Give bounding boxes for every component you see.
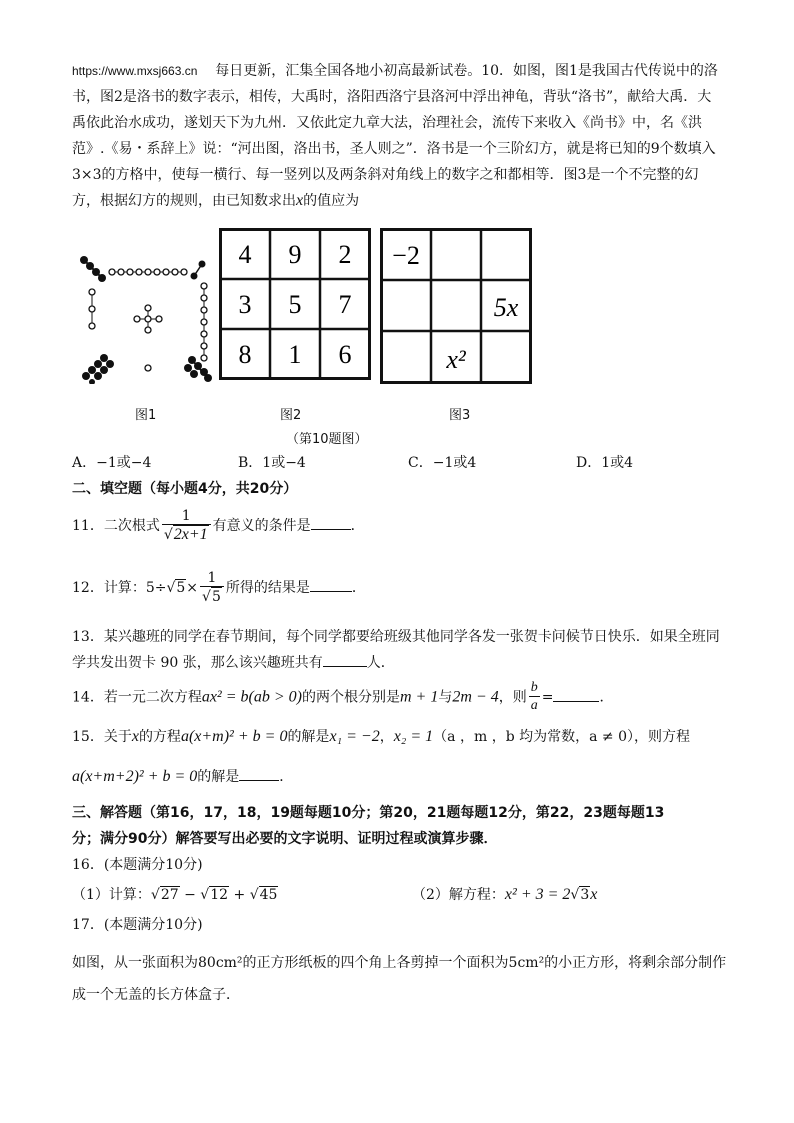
q16-p2-x: x <box>590 886 598 903</box>
grid3-cell: 5x <box>493 293 519 322</box>
grid2-cell: 2 <box>338 240 352 269</box>
q12-den: 5 <box>211 589 221 605</box>
question-17-line2: 成一个无盖的长方体盒子． <box>72 987 240 1003</box>
dots-group-8 <box>82 354 114 384</box>
header-lead: 每日更新，汇集全国各地小初高最新试卷。 <box>215 63 482 79</box>
q12-end: ． <box>351 580 366 596</box>
answer-blank-11[interactable] <box>311 515 351 530</box>
question-11 <box>72 508 365 544</box>
dots-group-9 <box>109 269 187 275</box>
q12-post: 所得的结果是 <box>225 580 310 596</box>
q16-p1-label: （1）计算： <box>72 887 151 903</box>
grid2-cell: 8 <box>238 340 252 369</box>
dots-group-6 <box>184 356 212 382</box>
q14-eq-sign: = <box>541 689 554 706</box>
q13-text: 学共发出贺卡 90 张，那么该兴趣班共有 <box>72 655 323 671</box>
q11-fraction: $\frac{1}{√2x+1}$ <box>162 508 211 544</box>
q16-sqrt-c: 45 <box>259 887 278 903</box>
q12-num: 1 <box>200 570 224 587</box>
q10-var: x <box>296 192 304 209</box>
q15-sol: 的解是 <box>287 729 330 745</box>
q15-pre: 15．关于 <box>72 729 132 745</box>
question-13-line1: 13．某兴趣班的同学在春节期间，每个同学都要给班级其他同学各发一张贺卡问候节日快乐．如果全班同 <box>72 629 720 645</box>
q15-condition: （a ，m ，b 均为常数，a ≠ 0），则方程 <box>433 729 690 745</box>
q14-den: a <box>530 698 538 713</box>
question-16-part2: （2）解方程：x² + 3 = 2√3x <box>412 886 598 903</box>
dots-group-4 <box>80 256 106 282</box>
q12-fraction: $\frac{1}{√5}$ <box>200 570 224 606</box>
q12-times: × <box>186 580 199 596</box>
q16-sqrt-a: 27 <box>160 887 179 903</box>
magic-square-2-svg <box>219 228 371 380</box>
figure-caption: （第10题图） <box>286 432 368 447</box>
answer-blank-14[interactable] <box>553 687 599 702</box>
source-url[interactable]: https://www.mxsj663.cn <box>72 64 198 78</box>
q16-p2-expr: x² + 3 = 2 <box>504 886 571 903</box>
question-10-text <box>72 58 724 214</box>
question-13-line2 <box>72 652 395 672</box>
question-16-part1: （1）计算：√27 − √12 + √45 <box>72 887 278 903</box>
q14-and: 与 <box>438 689 453 706</box>
q15-x1: x₁ = −2 <box>329 728 380 745</box>
q15-sol2: 的解是 <box>197 769 240 785</box>
q16-sqrt-b: 12 <box>210 887 229 903</box>
q16-p2-label: （2）解方程： <box>412 887 505 903</box>
q10-end: 的值应为 <box>303 193 360 209</box>
q14-pre: 14．若一元二次方程 <box>72 689 202 706</box>
luoshu-figure-1 <box>76 254 216 384</box>
grid2-cell: 9 <box>288 240 302 269</box>
grid2-cell: 5 <box>288 290 302 319</box>
q14-equation: ax² = b(ab > 0) <box>201 688 302 706</box>
q12-sqrt: 5 <box>176 580 186 596</box>
option-a[interactable]: A．−1或−4 <box>72 455 152 471</box>
q15-equation2: a(x+m+2)² + b = 0 <box>72 768 198 785</box>
figure-3-caption: 图3 <box>449 408 471 423</box>
section-3-title-line1: 三、解答题（第16，17，18，19题每题10分；第20，21题每题12分，第22，23题每题13 <box>72 805 665 821</box>
q14-root1: m + 1 <box>399 688 439 706</box>
q15-comma: ， <box>379 729 394 745</box>
q11-end: ． <box>350 518 365 534</box>
q11-den: 2x+1 <box>173 526 208 543</box>
q15-end: ． <box>279 769 294 785</box>
q14-fraction <box>529 680 540 715</box>
dots-group-3 <box>89 289 95 329</box>
grid2-cell: 6 <box>338 340 352 369</box>
grid2-cell: 4 <box>238 240 252 269</box>
q11-pre: 11．二次根式 <box>72 518 160 534</box>
q14-mid: 的两个根分别是 <box>301 689 400 706</box>
figure-1-caption: 图1 <box>135 408 157 423</box>
option-d[interactable]: D．1或4 <box>576 455 634 471</box>
q10-line1: 10．如图，图1是我国古代传说中的洛 <box>481 63 718 79</box>
dots-group-1 <box>145 365 151 371</box>
q15-equation1: a(x+m)² + b = 0 <box>180 728 288 745</box>
dots-group-2 <box>191 261 206 280</box>
dots-group-7 <box>201 283 207 361</box>
section-3-title-line2: 分；满分90分）解答要写出必要的文字说明、证明过程或演算步骤． <box>72 831 498 847</box>
q14-num: b <box>530 680 538 695</box>
q15-mid: 的方程 <box>138 729 181 745</box>
answer-blank-13[interactable] <box>323 652 367 667</box>
grid2-cell: 1 <box>288 340 302 369</box>
magic-square-figure-2 <box>219 228 371 384</box>
q14-then: ，则 <box>498 689 527 706</box>
q11-post: 有意义的条件是 <box>212 518 311 534</box>
q10-body: 书，图2是洛书的数字表示，相传，大禹时，洛阳西洛宁县洛河中浮出神龟，背驮“洛书”，献给大禹．大禹依此治水成功，遂划天下为九州．又依此定九章大法，治理社会，流传下来收入《尚书》中，名《洪范》.《易・系辞上》说：“河出图，洛出书，圣人则之”．洛书是一个三阶幻方，就是将已知的9个数填入3×3的方格中，使每一横行、每一竖列以及两条斜对角线上的数字之和都相等．图3是一个不完整的幻方，根据幻方的规则，由已知数求出 <box>72 89 716 209</box>
question-15-line2 <box>72 766 293 786</box>
question-17-line1: 如图，从一张面积为80cm²的正方形纸板的四个角上各剪掉一个面积为5cm²的小正方形，将剩余部分制作 <box>72 955 727 971</box>
question-12: 12．计算：5÷√5× $\frac{1}{√5}$ 所得的结果是 ． <box>72 570 366 605</box>
q16-p2-sqrt: 3 <box>580 887 590 903</box>
q15-x2: x₂ = 1 <box>393 728 434 745</box>
grid3-cell: −2 <box>392 241 420 270</box>
q13-end: 人． <box>366 655 395 671</box>
q14-root2: 2m − 4 <box>452 688 499 706</box>
option-c[interactable]: C．−1或4 <box>408 455 477 471</box>
q11-num: 1 <box>162 508 211 525</box>
q14-end: ． <box>599 689 614 706</box>
grid3-cell: x² <box>446 345 466 374</box>
option-b[interactable]: B．1或−4 <box>238 455 306 471</box>
figure-2-caption: 图2 <box>280 408 302 423</box>
question-17-title: 17．(本题满分10分) <box>72 917 203 933</box>
magic-square-figure-3 <box>380 228 532 388</box>
grid2-cell: 3 <box>238 290 252 319</box>
question-14 <box>72 680 613 715</box>
grid2-cell: 7 <box>338 290 352 319</box>
dots-group-5 <box>134 305 162 333</box>
answer-blank-12[interactable] <box>310 577 352 592</box>
section-2-title: 二、填空题（每小题4分，共20分） <box>72 481 298 497</box>
question-16-title: 16．(本题满分10分) <box>72 857 203 873</box>
question-15-line1 <box>72 726 690 746</box>
magic-square-3-svg <box>380 228 532 384</box>
q12-pre: 12．计算：5÷ <box>72 580 167 596</box>
answer-blank-15[interactable] <box>239 766 279 781</box>
q15-var: x <box>131 728 139 745</box>
